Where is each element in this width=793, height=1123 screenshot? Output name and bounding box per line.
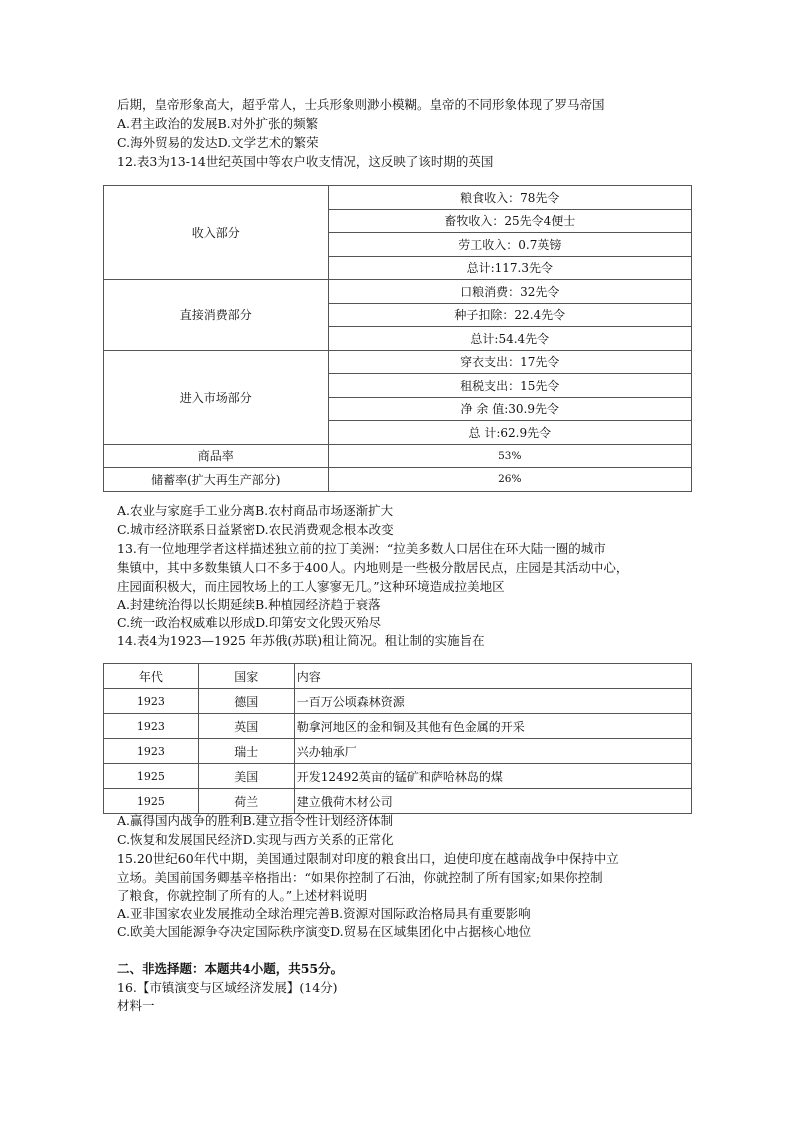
question-15: 15.20世纪60年代中期，美国通过限制对印度的粮食出口，迫使印度在越南战争中保持中立 (117, 851, 619, 866)
section-heading: 二、非选择题：本题共4小题，共55分。 (117, 961, 344, 976)
table-cell: 总计:117.3先令 (328, 256, 691, 280)
column-header: 国家 (198, 664, 294, 689)
table-cell: 英国 (198, 714, 294, 739)
row-label-commodity: 商品率 (104, 444, 329, 468)
table-cell: 荷兰 (198, 789, 294, 814)
option-line: A.农业与家庭手工业分离B.农村商品市场逐渐扩大 (117, 503, 394, 518)
table-cell: 53% (328, 444, 691, 468)
table-row (104, 714, 692, 739)
material-label: 材料一 (117, 998, 155, 1013)
table-cell: 一百万公顷森林资源 (294, 689, 691, 714)
option-line: C.海外贸易的发达D.文学艺术的繁荣 (117, 135, 319, 150)
question-13: 13.有一位地理学者这样描述独立前的拉丁美洲：“拉美多数人口居住在环大陆一圈的城市 (117, 541, 606, 556)
table-row (104, 689, 692, 714)
option-line: A.君主政治的发展B.对外扩张的频繁 (117, 116, 319, 131)
text-line: 立场。美国前国务卿基辛格指出：“如果你控制了石油，你就控制了所有国家;如果你控制 (117, 870, 603, 885)
question-12: 12.表3为13-14世纪英国中等农户收支情况，这反映了该时期的英国 (117, 154, 494, 169)
text-line: 了粮食，你就控制了所有的人。”上述材料说明 (117, 888, 368, 903)
table-header-row (104, 664, 692, 689)
table-row (104, 739, 692, 764)
text-line: 集镇中，其中多数集镇人口不多于400人。内地则是一些极分散居民点，庄园是其活动中心， (117, 560, 629, 575)
table-row (104, 280, 692, 304)
table-cell: 穿衣支出：17先令 (328, 350, 691, 374)
table-cell: 德国 (198, 689, 294, 714)
table-cell: 净 余 值:30.9先令 (328, 397, 691, 421)
row-label-market: 进入市场部分 (104, 350, 329, 444)
question-14: 14.表4为1923—1925 年苏俄(苏联)租让简况。租让制的实施旨在 (117, 633, 485, 648)
table-cell: 总 计:62.9先令 (328, 421, 691, 445)
table-cell: 总计:54.4先令 (328, 327, 691, 351)
table-3 (103, 185, 692, 492)
text-line: 庄园面积极大，而庄园牧场上的工人寥寥无几。”这种环境造成拉美地区 (117, 579, 505, 594)
table-cell: 建立俄荷木材公司 (294, 789, 691, 814)
row-label-direct: 直接消费部分 (104, 280, 329, 351)
table-cell: 畜牧收入：25先令4便士 (328, 209, 691, 233)
option-line: C.恢复和发展国民经济D.实现与西方关系的正常化 (117, 832, 394, 847)
table-cell: 瑞士 (198, 739, 294, 764)
table-row (104, 764, 692, 789)
table-cell: 兴办轴承厂 (294, 739, 691, 764)
text-line: 后期，皇帝形象高大，超乎常人，士兵形象则渺小模糊。皇帝的不同形象体现了罗马帝国 (117, 97, 605, 112)
option-line: A.封建统治得以长期延续B.种植园经济趋于衰落 (117, 597, 381, 612)
table-cell: 1923 (104, 714, 199, 739)
table-cell: 26% (328, 468, 691, 492)
table-row (104, 186, 692, 210)
table-cell: 1923 (104, 689, 199, 714)
table-row (104, 468, 692, 492)
table-cell: 1925 (104, 764, 199, 789)
table-cell: 劳工收入：0.7英镑 (328, 233, 691, 257)
option-line: C.欧美大国能源争夺决定国际秩序演变D.贸易在区域集团化中占据核心地位 (117, 924, 532, 939)
column-header: 内容 (294, 664, 691, 689)
table-cell: 口粮消费：32先令 (328, 280, 691, 304)
table-cell: 开发12492英亩的锰矿和萨哈林岛的煤 (294, 764, 691, 789)
table-cell: 租税支出：15先令 (328, 374, 691, 398)
question-16-title: 16.【市镇演变与区域经济发展】(14分) (117, 980, 338, 995)
row-label-income: 收入部分 (104, 186, 329, 280)
option-line: A.亚非国家农业发展推动全球治理完善B.资源对国际政治格局具有重要影响 (117, 906, 531, 921)
table-cell: 种子扣除：22.4先令 (328, 303, 691, 327)
option-line: A.赢得国内战争的胜利B.建立指令性计划经济体制 (117, 813, 394, 828)
table-cell: 勒拿河地区的金和铜及其他有色金属的开采 (294, 714, 691, 739)
table-row (104, 350, 692, 374)
table-cell: 美国 (198, 764, 294, 789)
table-row (104, 444, 692, 468)
option-line: C.统一政治权威难以形成D.印第安文化毁灭殆尽 (117, 615, 382, 630)
column-header: 年代 (104, 664, 199, 689)
table-cell: 1925 (104, 789, 199, 814)
table-cell: 1923 (104, 739, 199, 764)
option-line: C.城市经济联系日益紧密D.农民消费观念根本改变 (117, 522, 394, 537)
table-4 (103, 663, 692, 814)
row-label-savings: 储蓄率(扩大再生产部分) (104, 468, 329, 492)
table-cell: 粮食收入：78先令 (328, 186, 691, 210)
table-row (104, 789, 692, 814)
